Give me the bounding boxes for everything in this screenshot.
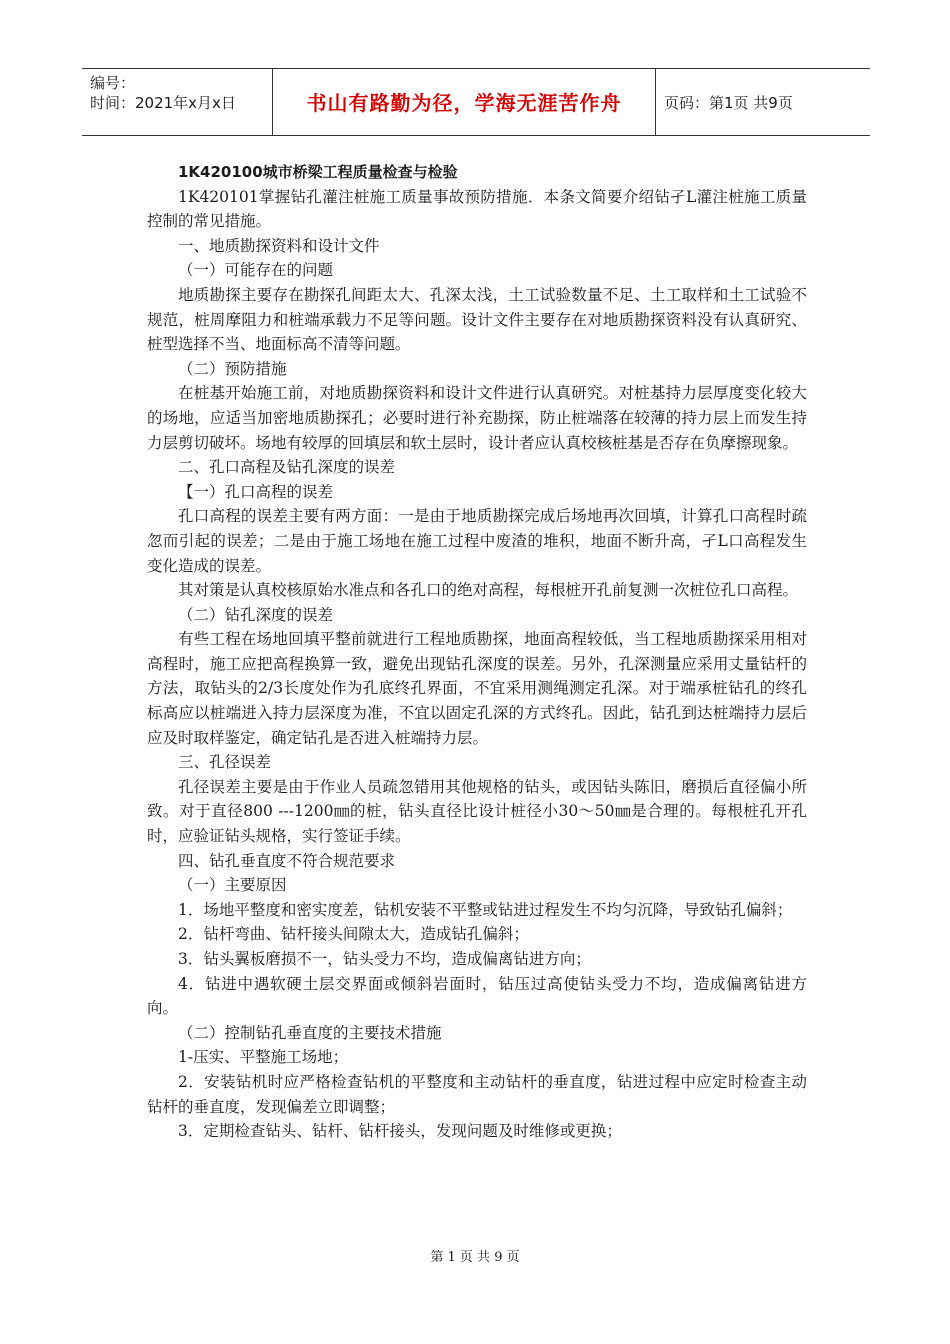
- heading: 二、孔口高程及钻孔深度的误差: [178, 458, 396, 477]
- list-item: 4．钻进中遇软硬土层交界面或倾斜岩面时，钻压过高使钻头受力不均，造成偏离钻进方向。: [147, 974, 807, 1018]
- page-footer: 第 1 页 共 9 页: [430, 1250, 520, 1265]
- heading: 一、地质勘探资料和设计文件: [178, 236, 380, 255]
- subheading: （二）控制钻孔垂直度的主要技术措施: [178, 1023, 442, 1042]
- paragraph: 其对策是认真校核原始水准点和各孔口的绝对高程，每根桩开孔前复测一次桩位孔口高程。: [178, 581, 799, 600]
- header-motto: 书山有路勤为径，学海无涯苦作舟: [306, 91, 622, 115]
- subheading: 【一）孔口高程的误差: [178, 482, 334, 501]
- paragraph: 孔径误差主要是由于作业人员疏忽错用其他规格的钻头，或因钻头陈旧，磨损后直径偏小所致。对于直径800 ---1200㎜的桩，钻头直径比设计桩径小30～50㎜是合理的。每根桩孔开孔时，应验证钻头规格，实行签证手续。: [147, 777, 807, 846]
- document-body: [147, 160, 807, 1144]
- list-item: 3．钻头翼板磨损不一，钻头受力不均，造成偏离钻进方向；: [178, 950, 591, 968]
- page-header: [82, 68, 870, 136]
- document-number-label: 编号：: [90, 74, 136, 92]
- paragraph: 在桩基开始施工前，对地质勘探资料和设计文件进行认真研究。对桩基持力层厚度变化较大的场地，应适当加密地质勘探孔；必要时进行补充勘探，防止桩端落在较薄的持力层上而发生持力层剪切破坏。场地有较厚的回填层和软土层时，设计者应认真校核桩基是否存在负摩擦现象。: [147, 384, 807, 452]
- list-item: 1．场地平整度和密实度差，钻机安装不平整或钻进过程发生不均匀沉降，导致钻孔偏斜；: [178, 900, 793, 919]
- header-page-number: 页码：第1页 共9页: [664, 94, 793, 112]
- header-meta: [82, 69, 272, 135]
- subheading: （一）可能存在的问题: [178, 261, 334, 280]
- document-date-label: 时间：2021年x月x日: [90, 94, 236, 112]
- subheading: （一）主要原因: [178, 876, 287, 895]
- paragraph: 地质勘探主要存在勘探孔间距太大、孔深太浅，土工试验数量不足、土工取样和土工试验不规范，桩周摩阻力和桩端承载力不足等问题。设计文件主要存在对地质勘探资料没有认真研究、桩型选择不当、地面标高不清等问题。: [147, 285, 807, 354]
- heading: 四、钻孔垂直度不符合规范要求: [178, 851, 396, 870]
- heading: 三、孔径误差: [178, 753, 272, 772]
- paragraph: 1K420101掌握钻孔灌注桩施工质量事故预防措施．本条文简要介绍钻孑L灌注桩施工质量控制的常见措施。: [147, 187, 807, 231]
- list-item: 1-压实、平整施工场地；: [178, 1048, 349, 1067]
- section-title: 1K420100城市桥梁工程质量检查与检验: [178, 163, 458, 181]
- subheading: （二）预防措施: [178, 359, 287, 378]
- subheading: （二）钻孔深度的误差: [178, 605, 334, 624]
- paragraph: 有些工程在场地回填平整前就进行工程地质勘探，地面高程较低，当工程地质勘探采用相对高程时，施工应把高程换算一致，避免出现钻孔深度的误差。另外，孔深测量应采用丈量钻杆的方法，取钻头的2/3长度处作为孔底终孔界面，不宜采用测绳测定孔深。对于端承桩钻孔的终孔标高应以桩端进入持力层深度为准，不宜以固定孔深的方式终孔。因此，钻孔到达桩端持力层后应及时取样鉴定，确定钻孔是否进入桩端持力层。: [147, 630, 807, 747]
- list-item: 2．钻杆弯曲、钻杆接头间隙太大，造成钻孔偏斜；: [178, 925, 529, 944]
- header-divider: [655, 69, 656, 135]
- list-item: 2．安装钻机时应严格检查钻机的平整度和主动钻杆的垂直度，钻进过程中应定时检查主动钻杆的垂直度，发现偏差立即调整；: [147, 1072, 807, 1116]
- list-item: 3．定期检查钻头、钻杆、钻杆接头，发现问题及时维修或更换；: [178, 1122, 622, 1141]
- paragraph: 孔口高程的误差主要有两方面：一是由于地质勘探完成后场地再次回填，计算孔口高程时疏忽而引起的误差；二是由于施工场地在施工过程中废渣的堆积，地面不断升高，孑L口高程发生变化造成的误差。: [147, 507, 807, 575]
